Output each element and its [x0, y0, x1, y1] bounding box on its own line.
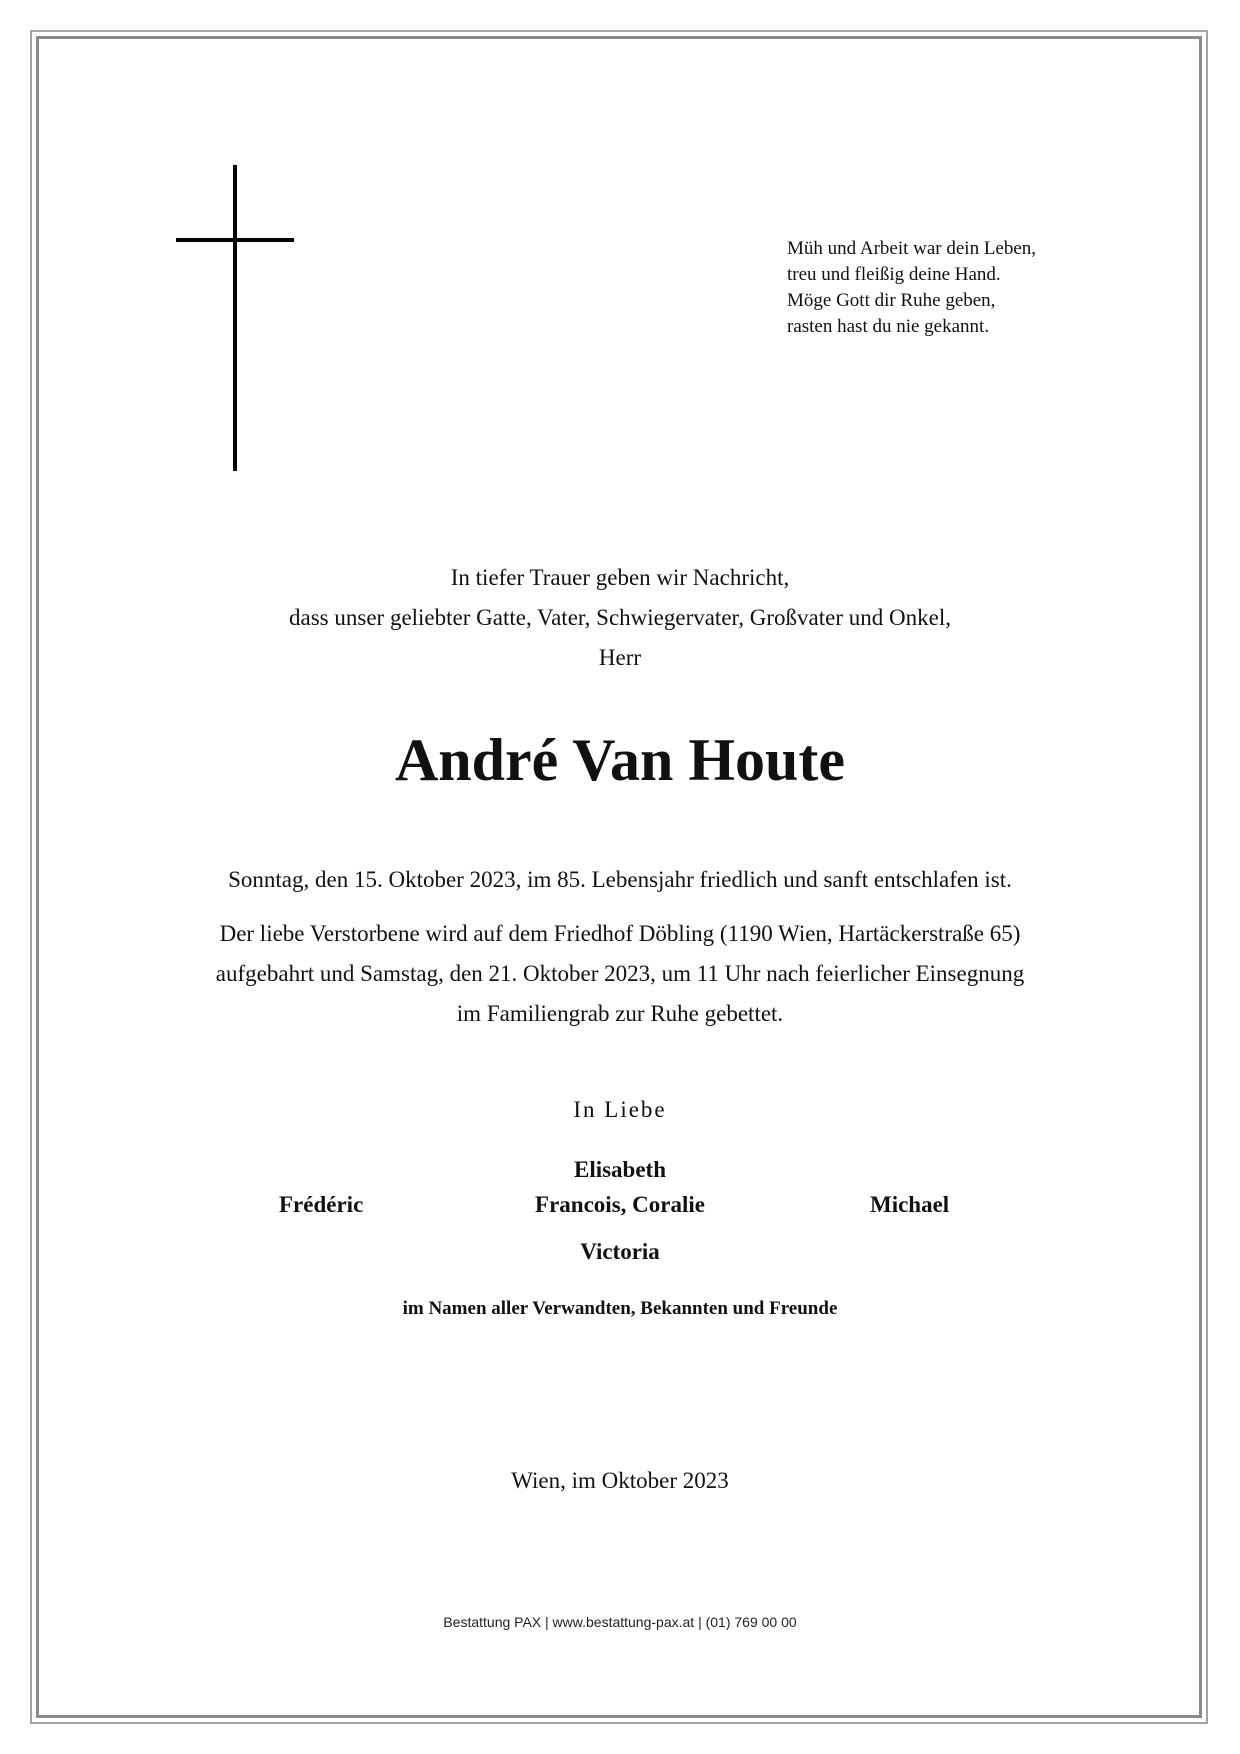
closing-text: In Liebe	[573, 1097, 667, 1122]
death-notice: Sonntag, den 15. Oktober 2023, im 85. Lebensjahr friedlich und sanft entschlafen ist.	[228, 867, 1012, 892]
poem-line: rasten hast du nie gekannt.	[787, 316, 990, 337]
intro-line: dass unser geliebter Gatte, Vater, Schwiegervater, Großvater und Onkel,	[289, 605, 951, 630]
mourner-name: Victoria	[580, 1239, 660, 1264]
family-note: im Namen aller Verwandten, Bekannten und Freunde	[402, 1298, 838, 1319]
mourner-name: Michael	[870, 1192, 950, 1217]
place-date: Wien, im Oktober 2023	[511, 1468, 729, 1493]
funeral-details	[0, 914, 1240, 1034]
poem-line: treu und fleißig deine Hand.	[787, 264, 1001, 285]
deceased-name: André Van Houte	[394, 727, 846, 793]
funeral-line: Der liebe Verstorbene wird auf dem Friedhof Döbling (1190 Wien, Hartäckerstraße 65)	[219, 921, 1021, 946]
mourner-name: Elisabeth	[573, 1157, 667, 1182]
poem-line: Müh und Arbeit war dein Leben,	[787, 238, 1037, 259]
funeral-line: im Familiengrab zur Ruhe gebettet.	[456, 1001, 784, 1026]
cross-vertical-bar	[233, 165, 237, 471]
intro-line: In tiefer Trauer geben wir Nachricht,	[450, 565, 790, 590]
mourner-name: Frédéric	[279, 1192, 364, 1217]
footer-contact: Bestattung PAX | www.bestattung-pax.at | (01) 769 00 00	[443, 1614, 797, 1630]
intro-line: Herr	[598, 645, 642, 670]
funeral-line: aufgebahrt und Samstag, den 21. Oktober 2023, um 11 Uhr nach feierlicher Einsegnung	[215, 961, 1025, 986]
poem-verse	[787, 236, 1127, 340]
mourner-name: Francois, Coralie	[535, 1192, 705, 1217]
poem-line: Möge Gott dir Ruhe geben,	[787, 290, 996, 311]
cross-horizontal-bar	[176, 238, 294, 242]
intro-text	[0, 558, 1240, 678]
